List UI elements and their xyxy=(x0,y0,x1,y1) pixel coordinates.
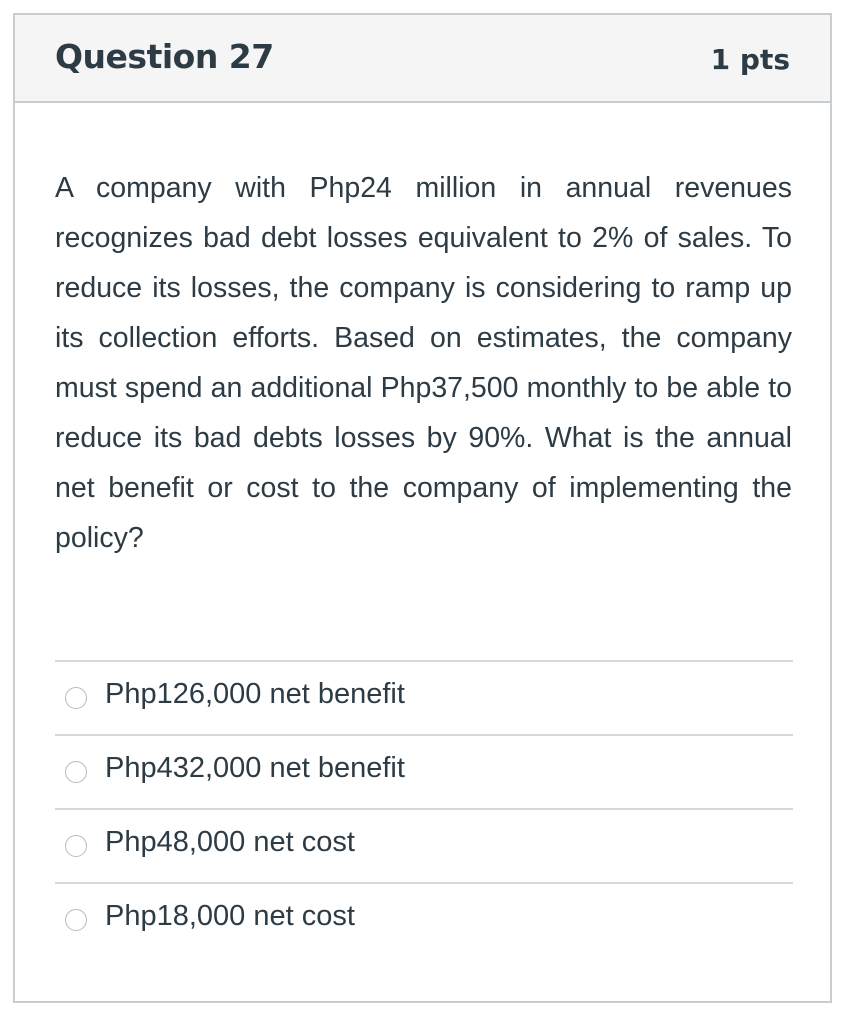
answer-label[interactable]: Php48,000 net cost xyxy=(105,826,355,858)
answer-option-2[interactable] xyxy=(55,734,793,808)
question-card xyxy=(13,13,832,1003)
question-points: 1 pts xyxy=(710,43,790,76)
question-text: A company with Php24 million in annual revenues recognizes bad debt losses equivalent to 2% of sales. To reduce its losses, the company is considering to ramp up its collection efforts. Based on estimates, the company must spend an additional Php37,500 monthly to be able to reduce its bad debts losses by 90%. What is the annual net benefit or cost to the company of implementing the policy? xyxy=(55,172,792,554)
question-header xyxy=(15,15,830,103)
answer-label[interactable]: Php18,000 net cost xyxy=(105,900,355,932)
question-title: Question 27 xyxy=(55,37,274,76)
answer-label[interactable]: Php432,000 net benefit xyxy=(105,752,405,784)
radio-button-icon[interactable] xyxy=(65,835,87,857)
answer-label[interactable]: Php126,000 net benefit xyxy=(105,678,405,710)
answer-list xyxy=(55,660,793,956)
answer-option-4[interactable] xyxy=(55,882,793,956)
radio-button-icon[interactable] xyxy=(65,687,87,709)
radio-button-icon[interactable] xyxy=(65,761,87,783)
answer-option-1[interactable] xyxy=(55,660,793,734)
radio-button-icon[interactable] xyxy=(65,909,87,931)
answer-option-3[interactable] xyxy=(55,808,793,882)
